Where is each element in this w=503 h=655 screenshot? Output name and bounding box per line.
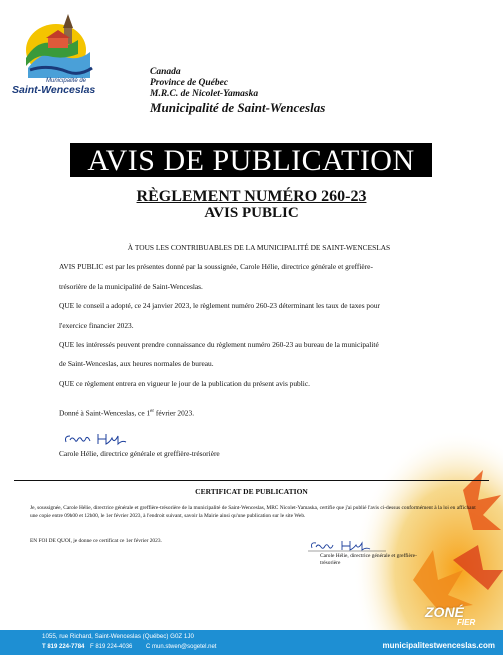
letterhead xyxy=(150,67,325,116)
paragraph-4: QUE ce règlement entrera en vigueur le jour de la publication du présent avis public. xyxy=(59,378,310,388)
signatory-name: Carole Hélie, directrice générale et greffière-trésorière xyxy=(59,449,220,458)
certificate-foi: EN FOI DE QUOI, je donne ce certificat ce 1er février 2023. xyxy=(30,538,162,544)
paragraph-2b: l'exercice financier 2023. xyxy=(59,320,134,330)
handwritten-signature xyxy=(62,430,142,448)
logo-small-text: Municipalité de xyxy=(46,78,87,84)
paragraph-1a: AVIS PUBLIC est par les présentes donné par la soussignée, Carole Hélie, directrice générale et greffière- xyxy=(59,262,373,272)
paragraph-3b: de Saint-Wenceslas, aux heures normales de bureau. xyxy=(59,359,214,369)
header-province: Province de Québec xyxy=(150,78,229,88)
notice-body xyxy=(59,238,459,423)
header-mrc: M.R.C. de Nicolet-Yamaska xyxy=(150,89,259,99)
certificate-signature xyxy=(308,538,388,554)
certificate-text: Je, soussignée, Carole Hélie, directrice générale et greffière-trésorière de la municipalité de Saint-Wenceslas, MRC Nicolet-Yamaska, certifie que j'ai publié l'avis ci-dessus conformément à la loi en affichant une copie entre 09h00 et 12h00, le 1er février 2023, à l'endroit suivant, savoir la Mairie ainsi qu'une publication sur le site Web. xyxy=(30,505,476,519)
date-given: Donné à Saint-Wenceslas, ce 1er février 2023. xyxy=(59,408,195,418)
footer-fax: F 819 224-4036 xyxy=(90,644,133,650)
footer-website-link[interactable]: municipalitestwenceslas.com xyxy=(382,641,495,650)
public-notice-heading: AVIS PUBLIC xyxy=(204,205,299,221)
certificate-title: CERTIFICAT DE PUBLICATION xyxy=(195,487,308,496)
badge-line1: ZONÉ xyxy=(425,604,464,620)
footer-bar xyxy=(0,630,503,655)
paragraph-3a: QUE les intéressés peuvent prendre connaissance du règlement numéro 260-23 au bureau de la municipalité xyxy=(59,340,379,350)
badge-line2: FIER xyxy=(457,618,476,627)
title-banner: AVIS DE PUBLICATION xyxy=(70,143,432,177)
zone-fier-badge xyxy=(425,604,476,627)
notice-intro: À TOUS LES CONTRIBUABLES DE LA MUNICIPALITÉ DE SAINT-WENCESLAS xyxy=(127,243,391,252)
footer-address: 1055, rue Richard, Saint-Wenceslas (Québec) G0Z 1J0 xyxy=(42,633,194,640)
footer-email[interactable]: C mun.stwen@sogetel.net xyxy=(146,644,217,650)
paragraph-1b: trésorière de la municipalité de Saint-Wenceslas. xyxy=(59,281,203,291)
logo-name: Saint-Wenceslas xyxy=(12,84,96,96)
footer-phone: T 819 224-7784 xyxy=(42,644,85,650)
certificate-signatory: Carole Hélie, directrice générale et greffière-trésorière xyxy=(320,553,417,566)
paragraph-2a: QUE le conseil a adopté, ce 24 janvier 2023, le règlement numéro 260-23 déterminant les taux de taxes pour xyxy=(59,301,380,311)
header-country: Canada xyxy=(150,67,181,77)
regulation-number: RÈGLEMENT NUMÉRO 260-23 xyxy=(136,188,367,205)
header-municipality: Municipalité de Saint-Wenceslas xyxy=(150,100,326,115)
